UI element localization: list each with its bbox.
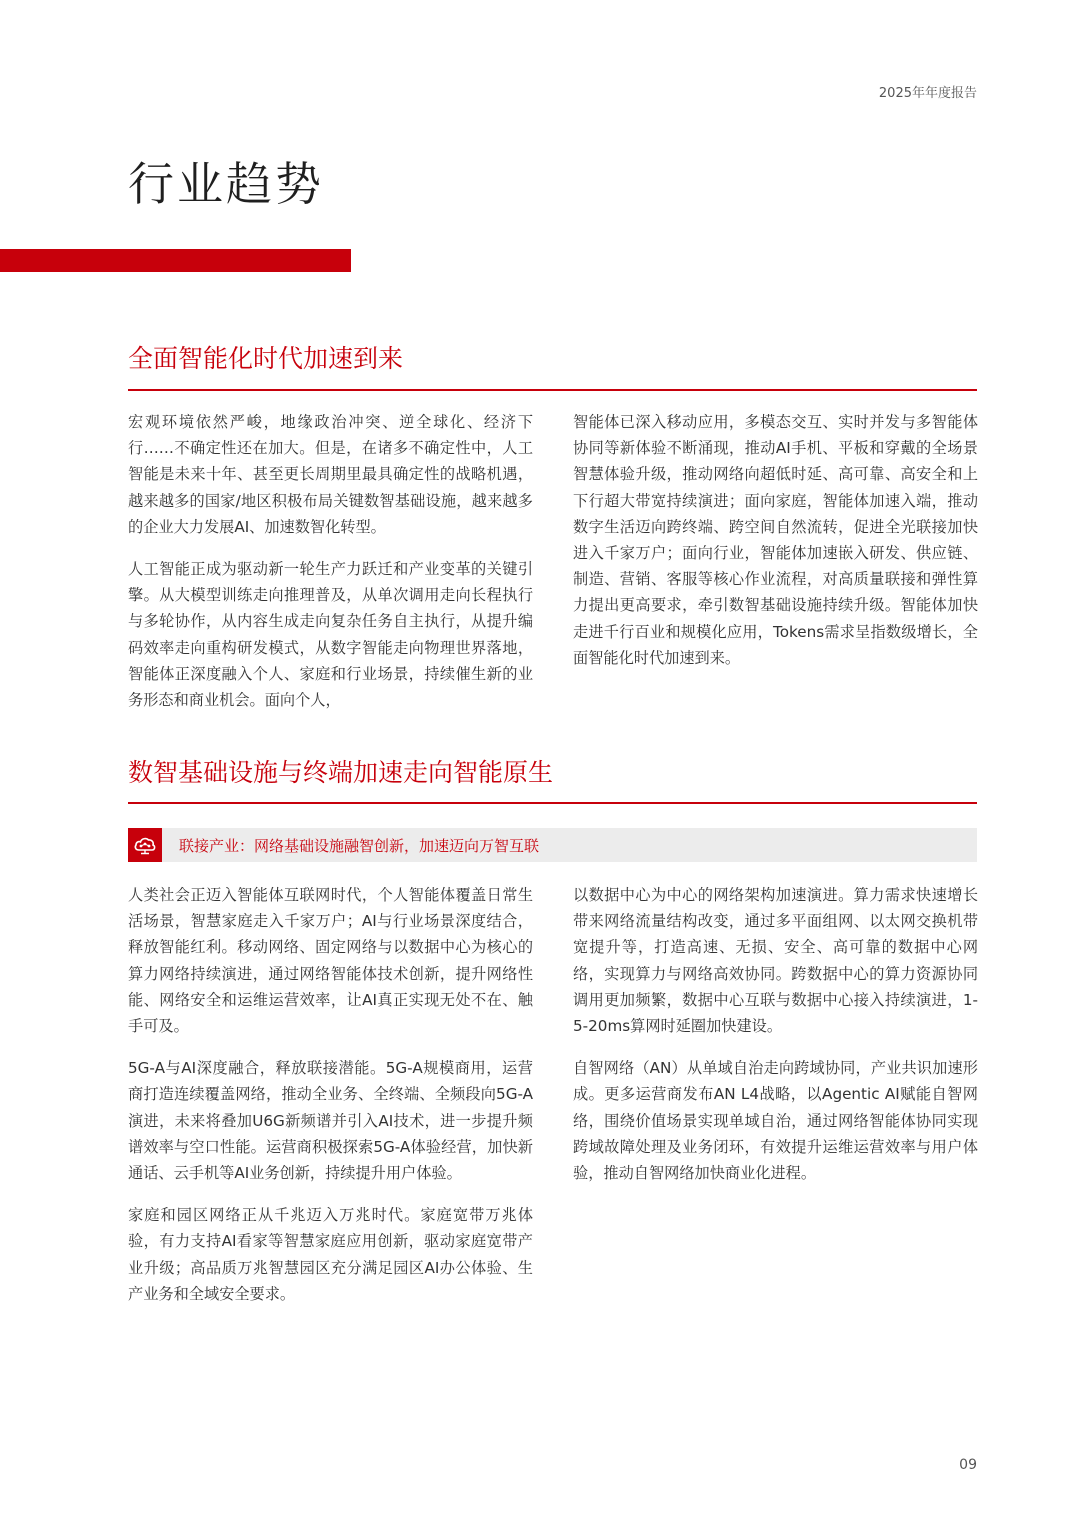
cloud-network-icon: [128, 828, 162, 862]
subheading-text: 联接产业：网络基础设施融智创新，加速迈向万智互联: [179, 836, 540, 855]
paragraph: 人工智能正成为驱动新一轮生产力跃迁和产业变革的关键引擎。从大模型训练走向推理普及，从单次调用走向长程执行与多轮协作，从内容生成走向复杂任务自主执行，从提升编码效率走向重构研发模式，从数字智能走向物理世界落地，智能体正深度融入个人、家庭和行业场景，持续催生新的业务形态和商业机会。面向个人，: [128, 560, 533, 710]
subheading-bar: [128, 828, 977, 862]
title-accent-bar: [0, 249, 351, 272]
paragraph: 人类社会正迈入智能体互联网时代，个人智能体覆盖日常生活场景，智慧家庭走入千家万户；AI与行业场景深度结合，释放智能红利。移动网络、固定网络与以数据中心为核心的算力网络持续演进，通过网络智能体技术创新，提升网络性能、网络安全和运维运营效率，让AI真正实现无处不在、触手可及。: [128, 886, 533, 1036]
paragraph: 智能体已深入移动应用，多模态交互、实时并发与多智能体协同等新体验不断涌现，推动AI手机、平板和穿戴的全场景智慧体验升级，推动网络向超低时延、高可靠、高安全和上下行超大带宽持续演进；面向家庭，智能体加速入端，推动数字生活迈向跨终端、跨空间自然流转，促进全光联接加快进入千家万户；面向行业，智能体加速嵌入研发、供应链、制造、营销、客服等核心作业流程，对高质量联接和弹性算力提出更高要求，牵引数智基础设施持续升级。智能体加快走进千行百业和规模化应用，Tokens需求呈指数级增长，全面智能化时代加速到来。: [573, 413, 978, 667]
section1-right-column: [573, 409, 978, 687]
section1-left-column: [128, 409, 533, 729]
section2-left-column: [128, 882, 533, 1323]
section-title-ai-era: 全面智能化时代加速到来: [128, 344, 404, 373]
paragraph: 自智网络（AN）从单域自治走向跨域协同，产业共识加速形成。更多运营商发布AN L4战略，以Agentic AI赋能自智网络，围绕价值场景实现单域自治，通过网络智能体协同实现跨域故障处理及业务闭环，有效提升运维运营效率与用户体验，推动自智网络加快商业化进程。: [573, 1059, 978, 1183]
paragraph: 5G-A与AI深度融合，释放联接潜能。5G-A规模商用，运营商打造连续覆盖网络，推动全业务、全终端、全频段向5G-A演进，未来将叠加U6G新频谱并引入AI技术，进一步提升频谱效率与空口性能。运营商积极探索5G-A体验经营，加快新通话、云手机等AI业务创新，持续提升用户体验。: [128, 1059, 533, 1183]
paragraph: 家庭和园区网络正从千兆迈入万兆时代。家庭宽带万兆体验，有力支持AI看家等智慧家庭应用创新，驱动家庭宽带产业升级；高品质万兆智慧园区充分满足园区AI办公体验、生产业务和全域安全要求。: [128, 1206, 533, 1303]
paragraph: 宏观环境依然严峻，地缘政治冲突、逆全球化、经济下行……不确定性还在加大。但是，在诸多不确定性中，人工智能是未来十年、甚至更长周期里最具确定性的战略机遇，越来越多的国家/地区积极布局关键数智基础设施，越来越多的企业大力发展AI、加速数智化转型。: [128, 413, 533, 536]
page-title: 行业趋势: [128, 157, 324, 211]
section2-right-column: [573, 882, 978, 1202]
report-label: 2025年年度报告: [878, 86, 977, 101]
section-divider: [128, 389, 977, 391]
paragraph: 以数据中心为中心的网络架构加速演进。算力需求快速增长带来网络流量结构改变，通过多平面组网、以太网交换机带宽提升等，打造高速、无损、安全、高可靠的数据中心网络，实现算力与网络高效协同。跨数据中心的算力资源协同调用更加频繁，数据中心互联与数据中心接入持续演进，1-5-20ms算网时延圈加快建设。: [573, 886, 978, 1036]
page-number: 09: [959, 1457, 977, 1473]
section-title-infrastructure: 数智基础设施与终端加速走向智能原生: [128, 758, 554, 787]
section-divider: [128, 802, 977, 804]
